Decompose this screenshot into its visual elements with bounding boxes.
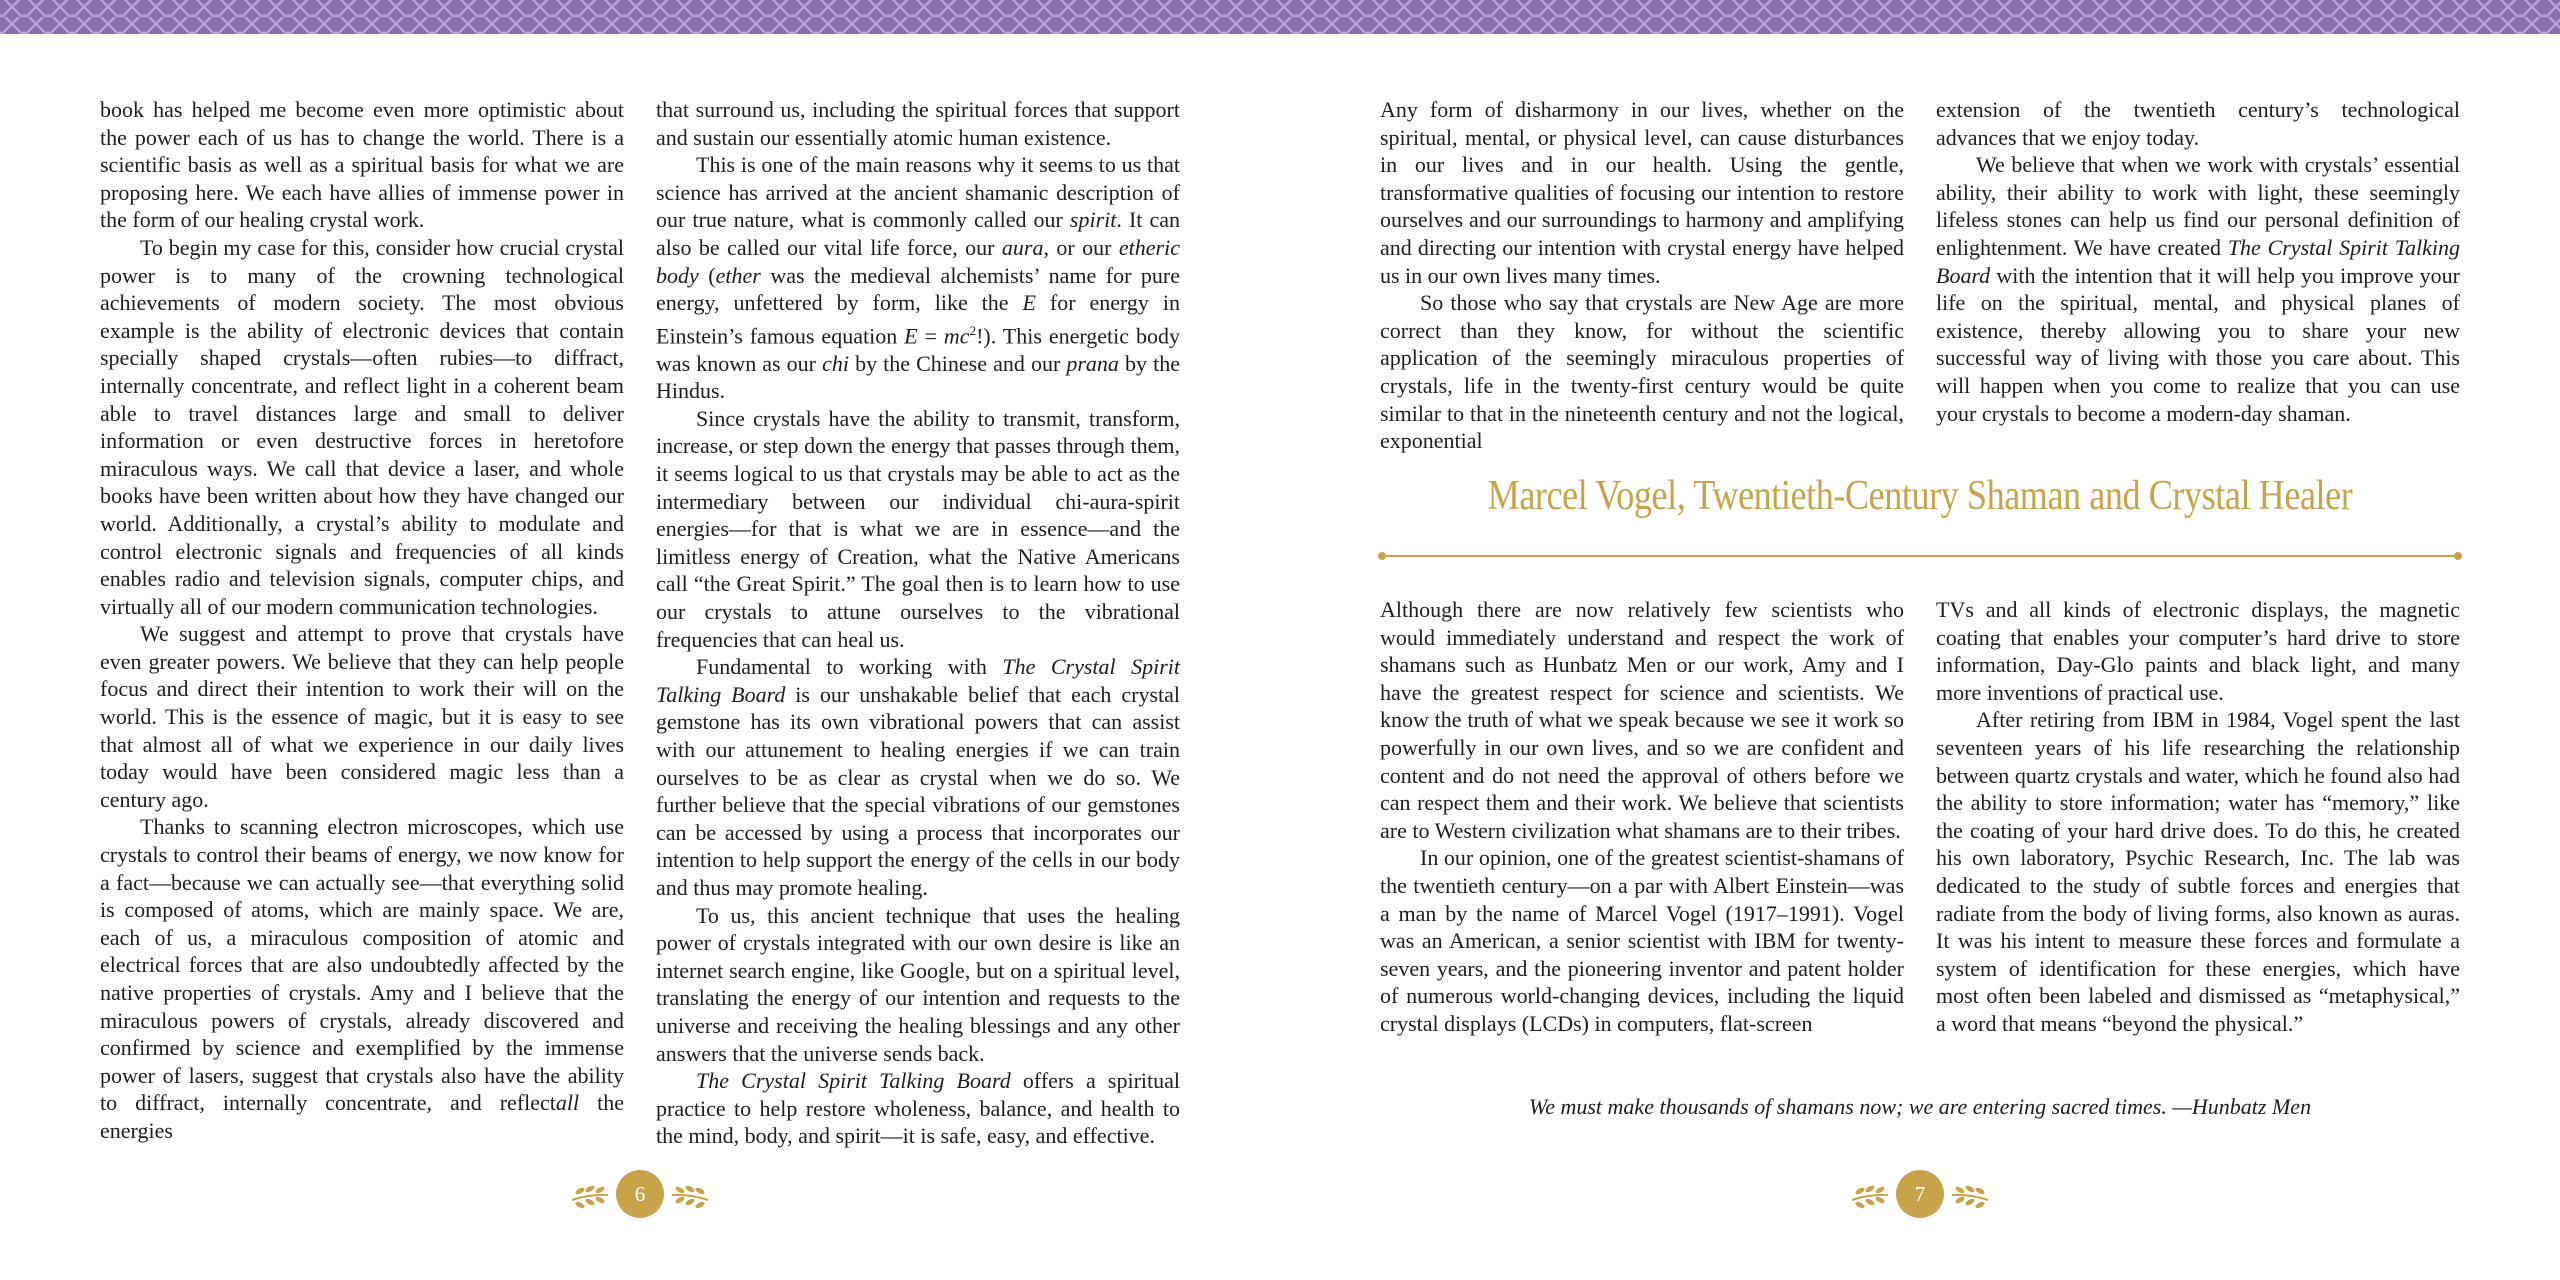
paragraph: We suggest and attempt to prove that crystals have even greater powers. We believe that they can help people focus and direct their intention to work their will on the world. This is the essence of magic, but it is easy to see that almost all of what we experience in our daily lives today would have been considered magic less than a century ago. — [100, 621, 624, 812]
paragraph: Any form of disharmony in our lives, whether on the spiritual, mental, or physical level, can cause disturbances in our lives and in our health. Using the gentle, transformative qualities of focusing our intention to restore ourselves and our surroundings to harmony and amplifying and directing our intention with crystal energy have helped us in our own lives many times. — [1380, 97, 1904, 288]
left-page-column-1 — [100, 96, 624, 1145]
left-page-column-2 — [656, 96, 1180, 1150]
heading-divider — [1380, 555, 2460, 557]
paragraph: Although there are now relatively few scientists who would immediately understand and respect the work of shamans such as Hunbatz Men or our work, Amy and I have the greatest respect for science and scientists. We know the truth of what we speak because we see it work so powerfully in our own lives, and so we are confident and content and do not need the approval of others before we can respect them and their work. We believe that scientists are to Western civilization what shamans are to their tribes. — [1380, 597, 1904, 843]
laurel-branch-icon — [670, 1178, 710, 1212]
laurel-branch-icon — [1850, 1178, 1890, 1212]
laurel-branch-icon — [570, 1178, 610, 1212]
paragraph: Thanks to scanning electron microscopes, which use crystals to control their beams of energy, we now know for a fact—because we can actually see—that everything solid is composed of atoms, which are mainly space. We are, each of us, a miraculous composition of atomic and electrical forces that are also undoubtedly affected by the native properties of crystals. Amy and I believe that the miraculous powers of crystals, already discovered and confirmed by science and exemplified by the immense power of lasers, suggest that crystals also have the ability to diffract, internally concentrate, and reflectall the energies — [100, 814, 624, 1143]
right-page-column-3 — [1380, 596, 1904, 1038]
paragraph: So those who say that crystals are New Age are more correct than they know, for without the scientific application of the seemingly miraculous properties of crystals, life in the twenty-first century would be quite similar to that in the nineteenth century and not the logical, exponential — [1380, 290, 1904, 454]
page-number-left — [570, 1170, 710, 1218]
paragraph: We believe that when we work with crystals’ essential ability, their ability to work with light, these seemingly lifeless stones can help us find our personal definition of enlightenment. We have created The Crystal Spirit Talking Board with the intention that it will help you improve your life on the spiritual, mental, and physical planes of existence, thereby allowing you to share your new successful way of living with those you care about. This will happen when you come to realize that you can use your crystals to become a modern-day shaman. — [1936, 152, 2460, 426]
laurel-branch-icon — [1950, 1178, 1990, 1212]
paragraph: In our opinion, one of the greatest scientist-shamans of the twentieth century—on a par with Albert Einstein—was a man by the name of Marcel Vogel (1917–1991). Vogel was an American, a senior scientist with IBM for twenty-seven years, and the pioneering inventor and patent holder of numerous world-changing devices, including the liquid crystal displays (LCDs) in computers, flat-screen — [1380, 845, 1904, 1036]
page-number-badge: 7 — [1896, 1170, 1944, 1218]
right-page-column-2 — [1936, 96, 2460, 427]
paragraph: After retiring from IBM in 1984, Vogel spent the last seventeen years of his life researching the relationship between quartz crystals and water, which he found also had the ability to store information; water has “memory,” like the coating of your hard drive does. To do this, he created his own laboratory, Psychic Research, Inc. The lab was dedicated to the study of subtle forces and energies that radiate from the body of living forms, also known as auras. It was his intent to measure these forces and formulate a system of identification for these energies, which have most often been labeled and dismissed as “metaphysical,” a word that means “beyond the physical.” — [1936, 707, 2460, 1036]
epigraph-quote: We must make thousands of shamans now; we are entering sacred times. —Hunbatz Men — [1528, 1094, 2312, 1119]
page-number-right — [1850, 1170, 1990, 1218]
right-page-column-1 — [1380, 96, 1904, 455]
paragraph: Since crystals have the ability to transmit, transform, increase, or step down the energy that passes through them, it seems logical to us that crystals may be able to act as the intermediary between our individual chi-aura-spirit energies—for that is what we are in essence—and the limitless energy of Creation, what the Native Americans call “the Great Spirit.” The goal then is to learn how to use our crystals to attune ourselves to the vibrational frequencies that can heal us. — [656, 405, 1180, 652]
section-heading: Marcel Vogel, Twentieth-Century Shaman and Crystal Healer — [1487, 473, 2353, 519]
paragraph: To begin my case for this, consider how crucial crystal power is to many of the crowning technological achievements of modern society. The most obvious example is the ability of electronic devices that contain specially shaped crystals—often rubies—to diffract, internally concentrate, and reflect light in a coherent beam able to travel distances large and small to deliver information or even destructive forces in heretofore miraculous ways. We call that device a laser, and whole books have been written about how they have changed our world. Additionally, a crystal’s ability to modulate and control electronic signals and frequencies of all kinds enables radio and television signals, computer chips, and virtually all of our modern communication technologies. — [100, 234, 624, 619]
paragraph: This is one of the main reasons why it seems to us that science has arrived at the ancient shamanic description of our true nature, what is commonly called our spirit. It can also be called our vital life force, our aura, or our etheric body (ether was the medieval alchemists’ name for pure energy, unfettered by form, like the E for energy in Einstein’s famous equation $E = mc^2$!). This energetic body was known as our chi by the Chinese and our prana by the Hindus. — [656, 152, 1181, 404]
paragraph: The Crystal Spirit Talking Board offers a spiritual practice to help restore wholeness, balance, and health to the mind, body, and spirit—it is safe, easy, and effective. — [656, 1068, 1180, 1149]
paragraph: book has helped me become even more optimistic about the power each of us has to change the world. There is a scientific basis as well as a spiritual basis for what we are proposing here. We each have allies of immense power in the form of our healing crystal work. — [100, 97, 624, 233]
paragraph: extension of the twentieth century’s technological advances that we enjoy today. — [1936, 97, 2460, 150]
right-page-column-4 — [1936, 596, 2460, 1038]
page-number-badge: 6 — [616, 1170, 664, 1218]
paragraph: To us, this ancient technique that uses the healing power of crystals integrated with our own desire is like an internet search engine, like Google, but on a spiritual level, translating the energy of our intention and requests to the universe and receiving the healing blessings and any other answers that the universe sends back. — [656, 902, 1180, 1066]
paragraph: that surround us, including the spiritual forces that support and sustain our essentially atomic human existence. — [656, 97, 1180, 150]
paragraph: Fundamental to working with The Crystal Spirit Talking Board is our unshakable belief that each crystal gemstone has its own vibrational powers that can assist with our attunement to healing energies if we can train ourselves to be as clear as crystal when we do so. We further believe that the special vibrations of our gemstones can be accessed by using a process that incorporates our intention to help support the energy of the cells in our body and thus may promote healing. — [656, 654, 1181, 900]
paragraph: TVs and all kinds of electronic displays, the magnetic coating that enables your computer’s hard drive to store information, Day-Glo paints and black light, and many more inventions of practical use. — [1936, 597, 2460, 705]
decorative-chevron-band — [0, 0, 2560, 34]
